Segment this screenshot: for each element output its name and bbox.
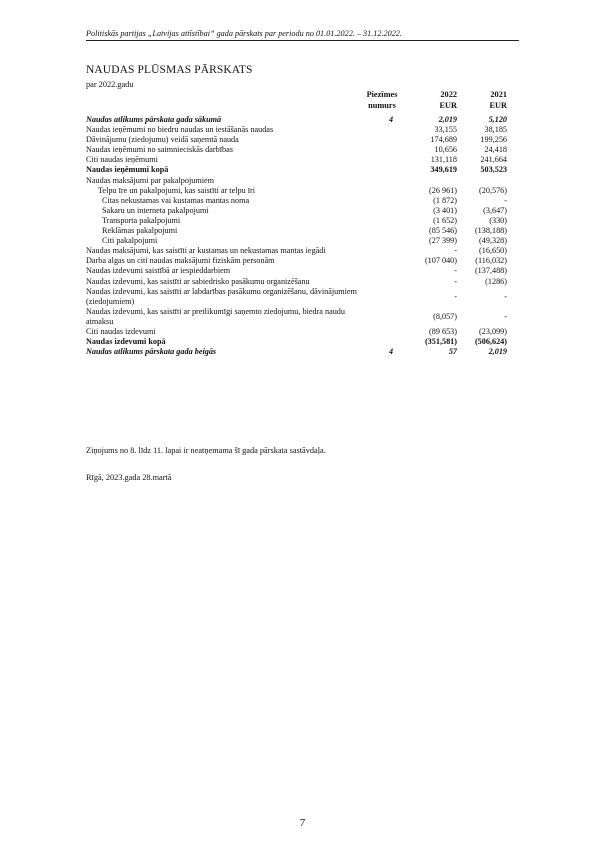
document-header: Politiskās partijas „Latvijas attīstībai” gada pārskats par periodu no 01.01.2022. – 31.12.2022.	[86, 29, 402, 38]
row-label: Citas nekustamas vai kustamas mantas noma	[102, 195, 250, 205]
column-header-2022	[420, 90, 457, 111]
table-row	[86, 246, 507, 256]
row-value-2021: 38,185	[484, 125, 507, 135]
row-label: Sakaru un interneta pakalpojumi	[102, 205, 209, 215]
row-label: Naudas izdevumi, kas saistīti ar labdarības pasākumu organizēšanu, dāvinājumiem (ziedojumiem)	[86, 286, 357, 306]
column-header-2021	[470, 90, 507, 111]
row-value-2021: -	[504, 311, 507, 321]
row-note: 4	[388, 115, 394, 124]
table-row	[86, 287, 507, 307]
header-divider	[86, 40, 519, 41]
row-value-2022: (3 401)	[433, 205, 457, 215]
row-value-2021: (16,650)	[479, 246, 507, 256]
table-row	[86, 125, 507, 135]
row-label: Naudas atlikums pārskata gada beigās	[86, 347, 217, 357]
row-label: Telpu īre un pakalpojumi, kas saistīti ar telpu īri	[98, 185, 256, 195]
report-subtitle: par 2022.gadu	[86, 80, 134, 89]
table-row	[86, 155, 507, 165]
table-row	[86, 236, 507, 246]
row-value-2022: 57	[448, 347, 457, 357]
row-value-2022: 10,656	[434, 145, 457, 155]
row-value-2021: 503,523	[480, 165, 507, 175]
table-row-services-heading	[86, 176, 507, 186]
row-value-2022: 2,019	[438, 115, 457, 124]
table-row	[86, 145, 507, 155]
table-row	[86, 226, 507, 236]
row-value-2022: -	[454, 266, 457, 276]
row-label: Naudas atlikums pārskata gada sākumā	[86, 115, 222, 124]
row-label: Naudas ieņēmumi no biedru naudas un iestāšanās naudas	[86, 125, 274, 135]
table-row-total-income	[86, 165, 507, 175]
row-value-2021: (137,488)	[474, 266, 507, 276]
row-label: Naudas izdevumi saistībā ar iespieddarbiem	[86, 266, 231, 276]
row-value-2022: 33,155	[434, 125, 457, 135]
column-header-2022-currency: EUR	[439, 100, 457, 110]
row-label: Citi pakalpojumi	[102, 236, 158, 246]
row-value-2021: (330)	[489, 215, 507, 225]
row-value-2022: 349,619	[430, 165, 457, 175]
row-value-2021: (3,647)	[483, 205, 507, 215]
place-and-date: Rīgā, 2023.gada 28.martā	[86, 473, 172, 482]
row-value-2022: (8,057)	[433, 311, 457, 321]
row-value-2022: -	[454, 246, 457, 256]
row-value-2021: (116,032)	[475, 256, 507, 266]
row-value-2021: 241,664	[480, 155, 507, 165]
row-note	[366, 287, 416, 292]
table-row	[86, 196, 507, 206]
row-value-2022: (351,581)	[424, 337, 457, 347]
row-value-2022: (107 040)	[424, 256, 457, 266]
row-label: Citi naudas izdevumi	[86, 326, 156, 336]
row-value-2021: (49,328)	[479, 236, 507, 246]
row-value-2021: 2,019	[488, 347, 507, 357]
column-header-2022-year: 2022	[440, 90, 457, 99]
table-row	[86, 186, 507, 196]
table-row	[86, 277, 507, 287]
column-header-notes-line2: numurs	[368, 100, 396, 110]
table-row-total-expenses	[86, 337, 507, 347]
row-label: Dāvinājumu (ziedojumu) veidā saņemtā nauda	[86, 135, 239, 145]
row-value-2022: 131,118	[430, 155, 457, 165]
column-header-2021-year: 2021	[490, 90, 507, 99]
row-value-2022: -	[454, 276, 457, 286]
row-label: Darba algas un citi naudas maksājumi fiziskām personām	[86, 256, 275, 266]
row-value-2021: (138,188)	[474, 226, 507, 236]
table-row	[86, 256, 507, 266]
row-label: Naudas maksājumi, kas saistīti ar kustamas un nekustamas mantas iegādi	[86, 246, 326, 256]
row-note	[366, 307, 416, 312]
row-value-2021: 199,256	[480, 135, 507, 145]
row-value-2022: (1 652)	[433, 215, 457, 225]
cash-flow-table	[86, 115, 507, 357]
row-label: Transporta pakalpojumi	[102, 215, 181, 225]
row-value-2022: (26 961)	[429, 185, 457, 195]
row-label: Naudas ieņēmumi kopā	[86, 165, 169, 175]
column-header-notes	[356, 90, 408, 111]
row-label: Reklāmas pakalpojumi	[102, 226, 178, 236]
column-header-notes-line1: Piezīmes	[366, 90, 398, 99]
row-value-2022: (85 546)	[429, 226, 457, 236]
row-value-2021: (1286)	[485, 276, 507, 286]
row-value-2021: (20,576)	[479, 185, 507, 195]
row-label: Naudas izdevumi kopā	[86, 337, 166, 347]
row-value-2021: 5,120	[488, 115, 507, 124]
row-value-2021: 24,418	[484, 145, 507, 155]
report-title: NAUDAS PLŪSMAS PĀRSKATS	[86, 64, 253, 76]
table-row	[86, 307, 507, 327]
table-row	[86, 266, 507, 276]
row-value-2022: 174,689	[430, 135, 457, 145]
row-value-2021: -	[504, 291, 507, 301]
row-label: Citi naudas ieņēmumi	[86, 155, 158, 165]
row-value-2021: -	[504, 195, 507, 205]
table-row	[86, 327, 507, 337]
table-row-closing-balance	[86, 347, 507, 357]
row-value-2022: -	[454, 291, 457, 301]
row-value-2021: (23,099)	[479, 326, 507, 336]
table-row	[86, 216, 507, 226]
footnote: Ziņojums no 8. līdz 11. lapai ir neatņemama šī gada pārskata sastāvdaļa.	[86, 446, 326, 455]
table-row-opening-balance	[86, 115, 507, 125]
row-value-2022: (27 399)	[429, 236, 457, 246]
row-label: Naudas izdevumi, kas saistīti ar sabiedrisko pasākumu organizēšanu	[86, 276, 310, 286]
row-label: Naudas izdevumi, kas saistīti ar pretlikumīgi saņemto ziedojumu, biedra naudu atmaksu	[86, 306, 345, 326]
row-note: 4	[388, 347, 394, 357]
row-label: Naudas ieņēmumi no saimnieciskās darbības	[86, 145, 233, 155]
row-value-2022: (1 872)	[433, 195, 457, 205]
row-value-2022: (89 653)	[429, 326, 457, 336]
column-header-2021-currency: EUR	[489, 100, 507, 110]
table-row	[86, 135, 507, 145]
row-value-2021: (506,624)	[474, 337, 507, 347]
page-number: 7	[299, 817, 306, 829]
row-label: Naudas maksājumi par pakalpojumiem	[86, 175, 215, 185]
table-row	[86, 206, 507, 216]
